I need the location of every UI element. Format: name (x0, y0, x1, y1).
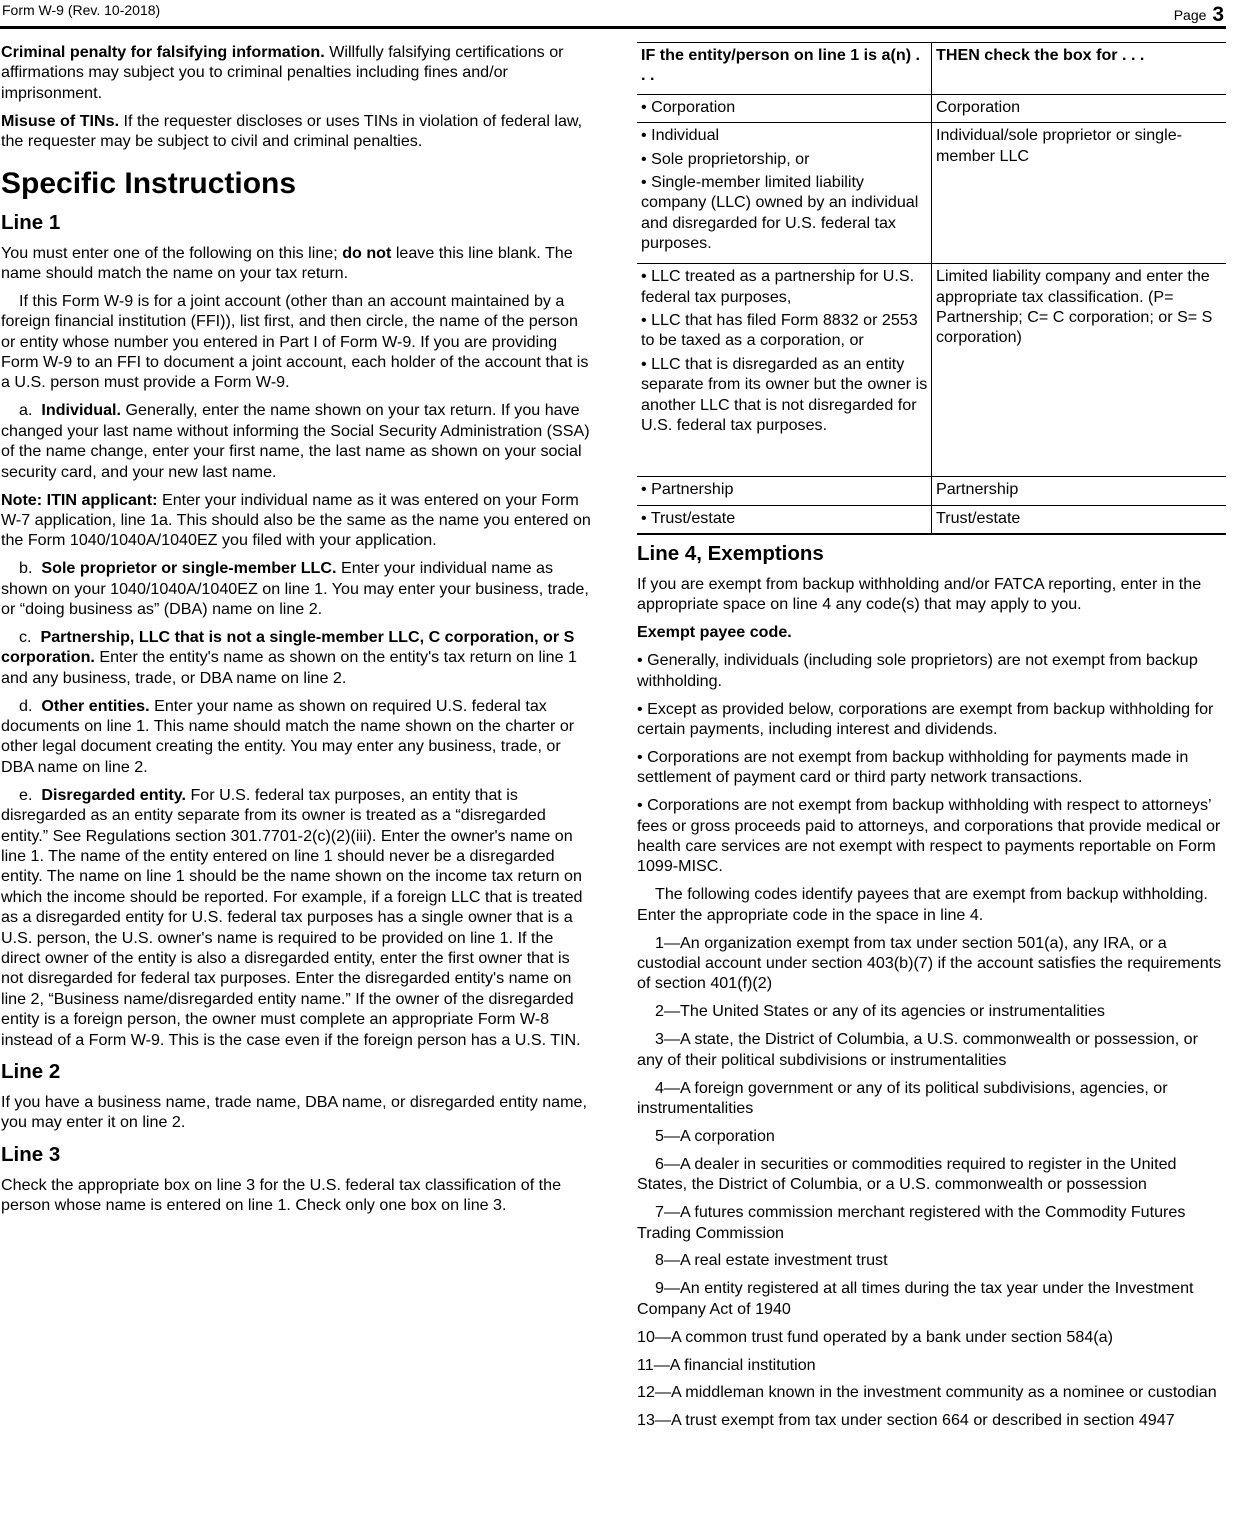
page-indicator (1174, 2, 1224, 26)
item-d-heading: Other entities. (41, 696, 150, 715)
item-c-prefix: c. (19, 627, 32, 646)
partnership-paragraph (1, 627, 591, 688)
table-row (637, 505, 1226, 534)
item-b-prefix: b. (19, 559, 33, 578)
line3-title: Line 3 (1, 1142, 61, 1166)
item-c-text: Enter the entity's name as shown on the entity's tax return on line 1 and any business, trade, or DBA name on line 2. (1, 648, 577, 687)
table-row (637, 94, 1226, 122)
itin-note-text: Enter your individual name as it was entered on your Form W-7 application, line 1a. This should also be the same as the name you entered on the Form 1040/1040A/1040EZ you filed with your application. (1, 490, 591, 550)
line4-title: Line 4, Exemptions (637, 542, 824, 566)
table-header-then: THEN check the box for . . . (932, 43, 1227, 95)
page-header (0, 0, 1226, 29)
exempt-code-item: 2—The United States or any of its agencies or instrumentalities (655, 1002, 1105, 1021)
exempt-payee-code-title: Exempt payee code. (637, 623, 792, 642)
criminal-penalty-heading: Criminal penalty for falsifying information. (1, 43, 325, 61)
exempt-code-item: 1—An organization exempt from tax under section 501(a), any IRA, or a custodial account under section 403(b)(7) if the account satisfies the requirements of section 401(f)(2) (637, 933, 1222, 993)
row-individual-bullet: • Individual (641, 126, 720, 145)
entity-classification-table (637, 42, 1226, 535)
row-individual-bullet: • Single-member limited liability company (LLC) owned by an individual and disregarded for U.S. federal tax purposes. (641, 173, 919, 253)
left-column (1, 42, 591, 1223)
line1-do-not: do not (342, 243, 392, 262)
row-individual-bullet: • Sole proprietorship, or (641, 149, 810, 168)
item-a-text: Generally, enter the name shown on your tax return. If you have changed your last name without informing the Social Security Administration (SSA) of the name change, enter your first name, the last name as shown on your social security card, and your new last name. (1, 401, 590, 481)
line2-title: Line 2 (1, 1060, 61, 1084)
exempt-code-item: 3—A state, the District of Columbia, a U.S. commonwealth or possession, or any of their political subdivisions or instrumentalities (637, 1030, 1198, 1069)
list-item: • Generally, individuals (including sole proprietors) are not exempt from backup withholding. (637, 651, 1198, 690)
line2-paragraph: If you have a business name, trade name, DBA name, or disregarded entity name, you may enter it on line 2. (1, 1093, 587, 1132)
line1-title: Line 1 (1, 210, 61, 234)
row-trust-then: Trust/estate (932, 505, 1227, 534)
exempt-payee-code-heading (637, 622, 1228, 642)
other-entities-paragraph (1, 696, 591, 778)
line1-paragraph-1 (1, 243, 591, 284)
row-trust-if: • Trust/estate (637, 505, 932, 534)
specific-instructions-title: Specific Instructions (1, 166, 297, 200)
item-d-text: Enter your name as shown on required U.S. federal tax documents on line 1. This name should match the name shown on the charter or other legal document creating the entity. You may enter any business, trade, or DBA name on line 2. (1, 696, 575, 776)
criminal-penalty-paragraph (1, 42, 591, 103)
disregarded-entity-paragraph (1, 785, 591, 1050)
table-header-if: IF the entity/person on line 1 is a(n) . . . (637, 43, 932, 95)
table-row (637, 264, 1226, 477)
itin-note-heading: Note: ITIN applicant: (1, 490, 158, 509)
row-corporation-then: Corporation (932, 94, 1227, 122)
exempt-code-item: 10—A common trust fund operated by a bank under section 584(a) (637, 1327, 1113, 1346)
exempt-code-item: 5—A corporation (655, 1126, 775, 1145)
row-llc-if (637, 264, 932, 477)
exempt-code-item: 11—A financial institution (637, 1355, 816, 1374)
exempt-code-item: 13—A trust exempt from tax under section 664 or described in section 4947 (637, 1411, 1175, 1430)
table-row (637, 477, 1226, 505)
item-e-prefix: e. (19, 785, 33, 804)
line1-text-a: You must enter one of the following on this line; (1, 243, 338, 262)
individual-paragraph (1, 400, 591, 482)
list-item: • Corporations are not exempt from backup withholding for payments made in settlement of payment card or third party network transactions. (637, 747, 1189, 787)
line4-paragraph: If you are exempt from backup withholding and/or FATCA reporting, enter in the appropriate space on line 4 any code(s) that may apply to you. (637, 575, 1202, 614)
right-column (637, 42, 1228, 1438)
item-e-text: For U.S. federal tax purposes, an entity that is disregarded as an entity separate from its owner is treated as a “disregarded entity.” See Regulations section 301.7701-2(c)(2)(iii). Enter the owner's name on line 1. The name of the entity entered on line 1 should never be a disregarded entity. The name on line 1 should be the name shown on the income tax return on which the income should be reported. For example, if a foreign LLC that is treated as a disregarded entity for U.S. federal tax purposes has a single owner that is a U.S. person, the U.S. owner's name is required to be provided on line 1. If the direct owner of the entity is also a disregarded entity, enter the first owner that is not disregarded for federal tax purposes. Enter the disregarded entity's name on line 2, “Business name/disregarded entity name.” If the owner of the disregarded entity is a foreign person, the owner must complete an appropriate Form W-8 instead of a Form W-9. This is the case even if the foreign person has a U.S. TIN. (1, 785, 583, 1049)
item-b-heading: Sole proprietor or single-member LLC. (41, 559, 337, 578)
exempt-code-item: 9—An entity registered at all times during the tax year under the Investment Company Act of 1940 (637, 1279, 1194, 1318)
misuse-tins-paragraph (1, 111, 591, 152)
list-item: • Corporations are not exempt from backup withholding with respect to attorneys’ fees or gross proceeds paid to attorneys, and corporations that provide medical or health care services are not exempt with respect to payments reportable on Form 1099-MISC. (637, 796, 1221, 876)
table-header-row (637, 43, 1226, 95)
row-llc-bullet: • LLC that has filed Form 8832 or 2553 to be taxed as a corporation, or (641, 311, 918, 350)
item-a-heading: Individual. (41, 401, 121, 420)
line1-paragraph-2: If this Form W-9 is for a joint account (other than an account maintained by a foreign financial institution (FFI)), list first, and then circle, the name of the person or entity whose number you entered in Part I of Form W-9. If you are providing Form W-9 to an FFI to document a joint account, each holder of the account that is a U.S. person must provide a Form W-9. (1, 291, 589, 392)
item-d-prefix: d. (19, 696, 33, 715)
itin-note-paragraph (1, 490, 591, 551)
row-llc-bullet: • LLC that is disregarded as an entity separate from its owner but the owner is another LLC that is not disregarded for U.S. federal tax purposes. (641, 354, 928, 435)
item-c-heading: Partnership, LLC that is not a single-member LLC, C corporation, or S corporation. (1, 627, 575, 667)
line3-paragraph: Check the appropriate box on line 3 for the U.S. federal tax classification of the person whose name is entered on line 1. Check only one box on line 3. (1, 1175, 562, 1215)
row-individual-if (637, 123, 932, 264)
exempt-code-item: 12—A middleman known in the investment community as a nominee or custodian (637, 1383, 1217, 1402)
page-word: Page (1173, 7, 1207, 23)
exempt-code-item: 8—A real estate investment trust (655, 1251, 888, 1270)
exempt-code-item: 4—A foreign government or any of its political subdivisions, agencies, or instrumentalities (637, 1078, 1168, 1117)
list-item: • Except as provided below, corporations are exempt from backup withholding for certain payments, including interest and dividends. (637, 699, 1214, 738)
page-number: 3 (1212, 3, 1224, 26)
sole-proprietor-paragraph (1, 558, 591, 619)
item-a-prefix: a. (19, 401, 33, 420)
row-partnership-if: • Partnership (637, 477, 932, 505)
exempt-code-item: 6—A dealer in securities or commodities required to register in the United States, the District of Columbia, or a U.S. commonwealth or possession (637, 1154, 1177, 1194)
table-row (637, 123, 1226, 264)
row-corporation-if: • Corporation (637, 94, 932, 122)
item-b-text: Enter your individual name as shown on your 1040/1040A/1040EZ on line 1. You may enter your business, trade, or “doing business as” (DBA) name on line 2. (1, 559, 589, 619)
form-label: Form W-9 (Rev. 10-2018) (2, 2, 161, 18)
line1-text-b: leave this line blank. The name should match the name on your tax return. (1, 243, 573, 282)
exempt-code-item: 7—A futures commission merchant registered with the Commodity Futures Trading Commission (637, 1203, 1186, 1242)
item-e-heading: Disregarded entity. (41, 785, 186, 804)
row-llc-bullet: • LLC treated as a partnership for U.S. federal tax purposes, (641, 267, 915, 306)
row-individual-then: Individual/sole proprietor or single-member LLC (932, 123, 1227, 264)
criminal-penalty-text: Willfully falsifying certifications or affirmations may subject you to criminal penalties including fines and/or imprisonment. (1, 43, 564, 102)
misuse-tins-text: If the requester discloses or uses TINs in violation of federal law, the requester may be subject to civil and criminal penalties. (1, 111, 583, 151)
row-llc-then: Limited liability company and enter the appropriate tax classification. (P= Partnership; C= C corporation; or S= S corporation) (932, 264, 1227, 477)
misuse-tins-heading: Misuse of TINs. (1, 111, 120, 130)
row-partnership-then: Partnership (932, 477, 1227, 505)
codes-intro-paragraph: The following codes identify payees that are exempt from backup withholding. Enter the appropriate code in the space in line 4. (637, 885, 1208, 924)
